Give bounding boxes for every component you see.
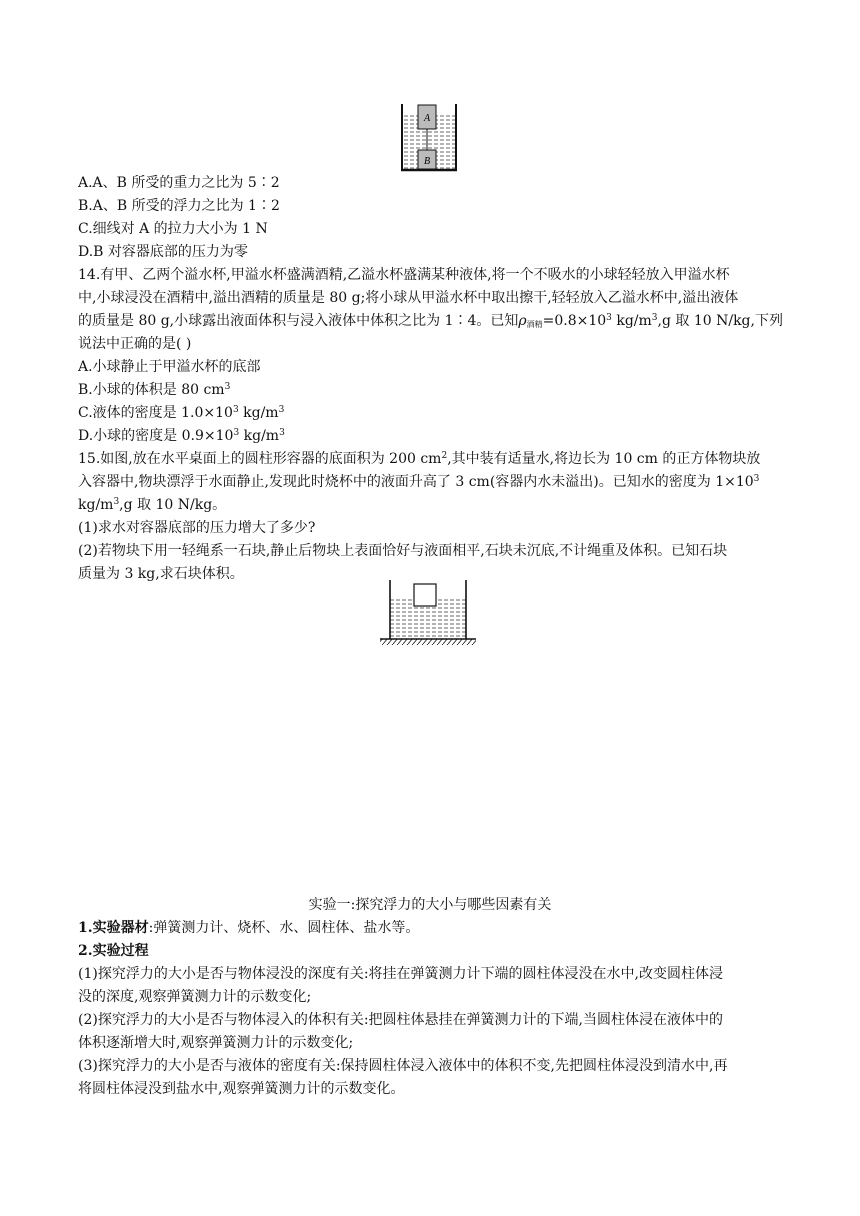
experiment-step-2-cont: 体积逐渐增大时,观察弹簧测力计的示数变化; (78, 1035, 354, 1051)
q15-stem-line-1: 15.如图,放在水平桌面上的圆柱形容器的底面积为 200 $cm^2$,其中装有适量水,将边长为 10 cm 的正方体物块放 (78, 451, 761, 467)
experiment-step-3-cont: 将圆柱体浸没到盐水中,观察弹簧测力计的示数变化。 (78, 1081, 405, 1097)
q13-option-c: C.细线对 A 的拉力大小为 1 N (78, 221, 268, 237)
experiment-title: 实验一:探究浮力的大小与哪些因素有关 (308, 897, 552, 913)
experiment-step-2: (2)探究浮力的大小是否与物体浸入的体积有关:把圆柱体悬挂在弹簧测力计的下端,当圆柱体浸在液体中的 (78, 1012, 723, 1028)
q14-stem-line-4: 说法中正确的是( ) (78, 336, 192, 352)
experiment-step-1-cont: 没的深度,观察弹簧测力计的示数变化; (78, 989, 312, 1005)
experiment-step-3: (3)探究浮力的大小是否与液体的密度有关:保持圆柱体浸入液体中的体积不变,先把圆柱体浸没到清水中,再 (78, 1058, 728, 1074)
q15-stem-line-2: 入容器中,物块漂浮于水面静止,发现此时烧杯中的液面升高了 3 cm(容器内水未溢出)。已知水的密度为 $1\times 10^3$ (78, 474, 760, 490)
q15-sub-question-2-cont: 质量为 3 kg,求石块体积。 (78, 566, 244, 582)
q15-stem-line-3: $kg/m^3,g$ 取 10 N/kg。 (78, 497, 227, 513)
figure-floating-cube (378, 578, 478, 648)
q14-stem-line-3: 的质量是 80 g,小球露出液面体积与浸入液体中体积之比为 1∶4。已知$\rho_{酒精}=0.8\times 10^3$ $kg/m^3,g$ 取 10 N/kg,下列 (78, 313, 783, 329)
experiment-item-1: 1.实验器材:弹簧测力计、烧杯、水、圆柱体、盐水等。 (78, 920, 420, 936)
experiment-step-1: (1)探究浮力的大小是否与物体浸没的深度有关:将挂在弹簧测力计下端的圆柱体浸没在水中,改变圆柱体浸 (78, 966, 723, 982)
figure-container-blocks (398, 102, 460, 174)
q14-option-b: B.小球的体积是 80 $cm^3$ (78, 382, 231, 398)
floating-cube (414, 584, 436, 606)
q13-option-d: D.B 对容器底部的压力为零 (78, 244, 248, 260)
q14-option-a: A.小球静止于甲溢水杯的底部 (78, 359, 261, 375)
label-b: B (424, 156, 431, 167)
q14-option-c: C.液体的密度是 $1.0\times 10^3$ $kg/m^3$ (78, 405, 285, 421)
label-a: A (424, 113, 431, 124)
q14-stem-line-2: 中,小球浸没在酒精中,溢出酒精的质量是 80 g;将小球从甲溢水杯中取出擦干,轻轻放入乙溢水杯中,溢出液体 (78, 290, 739, 306)
q15-sub-question-2: (2)若物块下用一轻绳系一石块,静止后物块上表面恰好与液面相平,石块未沉底,不计绳重及体积。已知石块 (78, 543, 728, 559)
q15-sub-question-1: (1)求水对容器底部的压力增大了多少? (78, 520, 316, 536)
experiment-item-2: 2.实验过程 (78, 943, 149, 959)
q13-option-a: A.A、B 所受的重力之比为 5∶2 (78, 175, 280, 191)
q14-option-d: D.小球的密度是 $0.9\times 10^3$ $kg/m^3$ (78, 428, 285, 444)
q13-option-b: B.A、B 所受的浮力之比为 1∶2 (78, 198, 280, 214)
q14-stem-line-1: 14.有甲、乙两个溢水杯,甲溢水杯盛满酒精,乙溢水杯盛满某种液体,将一个不吸水的小球轻轻放入甲溢水杯 (78, 267, 730, 283)
